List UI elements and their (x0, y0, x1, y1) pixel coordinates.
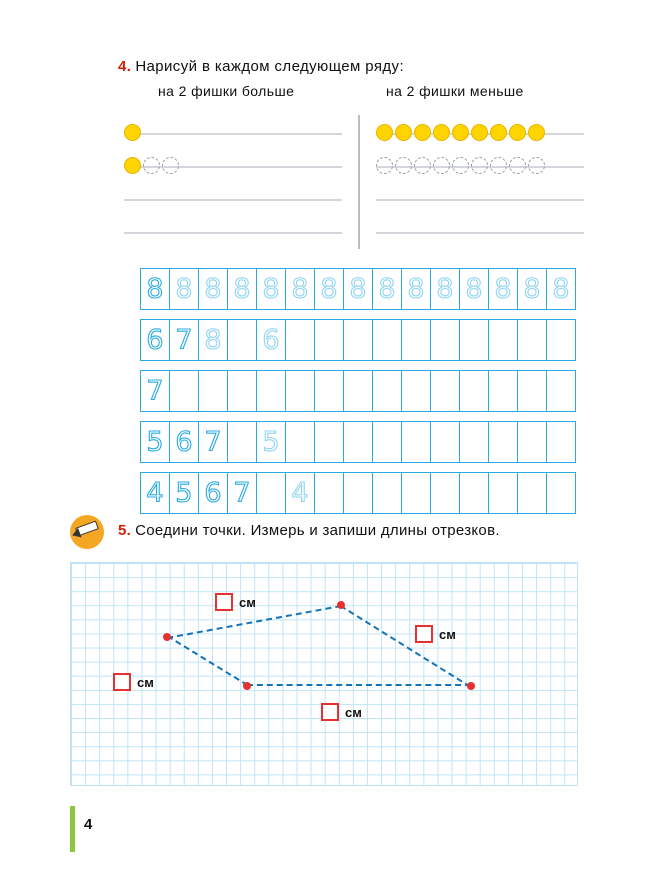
tracing-cell[interactable] (488, 472, 518, 514)
tracing-digit: 8 (204, 324, 222, 356)
tracing-cell[interactable] (227, 472, 257, 514)
tracing-digit: 5 (175, 477, 193, 509)
chip-outline[interactable] (162, 157, 179, 174)
tracing-row[interactable] (140, 421, 590, 463)
chip-filled[interactable] (395, 124, 412, 141)
tracing-digit: 6 (146, 324, 164, 356)
answer-box[interactable] (215, 593, 256, 611)
tracing-cell[interactable] (169, 421, 199, 463)
tracing-cell[interactable] (343, 370, 373, 412)
answer-box[interactable] (415, 625, 456, 643)
digit-tracing-grid[interactable] (140, 268, 590, 523)
answer-input-square[interactable] (321, 703, 339, 721)
tracing-cell[interactable] (256, 319, 286, 361)
answer-input-square[interactable] (415, 625, 433, 643)
tracing-cell[interactable] (459, 370, 489, 412)
unit-label: см (345, 704, 362, 720)
answer-box[interactable] (321, 703, 362, 721)
tracing-row[interactable] (140, 472, 590, 514)
tracing-cell[interactable] (459, 319, 489, 361)
chip-row-line (124, 133, 342, 135)
chip-outline[interactable] (509, 157, 526, 174)
tracing-digit: 8 (320, 273, 338, 305)
tracing-cell[interactable] (488, 370, 518, 412)
vertex-point[interactable] (467, 682, 475, 690)
tracing-cell[interactable] (285, 370, 315, 412)
tracing-cell[interactable] (343, 472, 373, 514)
tracing-cell[interactable] (401, 319, 431, 361)
chip-outline[interactable] (376, 157, 393, 174)
tracing-cell[interactable] (140, 319, 170, 361)
tracing-cell[interactable] (285, 472, 315, 514)
chip-rows-area (118, 112, 588, 252)
tracing-cell[interactable] (314, 370, 344, 412)
tracing-cell[interactable] (546, 319, 576, 361)
tracing-digit: 4 (291, 477, 309, 509)
tracing-digit: 7 (204, 426, 222, 458)
tracing-cell[interactable] (488, 268, 518, 310)
tracing-cell[interactable] (430, 370, 460, 412)
chip-outline[interactable] (528, 157, 545, 174)
task-4-title: Нарисуй в каждом следующем ряду: (135, 58, 405, 75)
tracing-cell[interactable] (372, 421, 402, 463)
tracing-digit: 8 (378, 273, 396, 305)
column-divider (358, 115, 360, 249)
tracing-cell[interactable] (401, 268, 431, 310)
tracing-cell[interactable] (430, 268, 460, 310)
tracing-cell[interactable] (169, 268, 199, 310)
graph-paper[interactable] (70, 562, 578, 786)
chip-filled[interactable] (452, 124, 469, 141)
chip-filled[interactable] (414, 124, 431, 141)
page-number: 4 (84, 816, 93, 833)
chip-filled[interactable] (376, 124, 393, 141)
tracing-cell[interactable] (285, 268, 315, 310)
tracing-cell[interactable] (372, 319, 402, 361)
tracing-cell[interactable] (517, 319, 547, 361)
tracing-row[interactable] (140, 268, 590, 310)
tracing-cell[interactable] (227, 268, 257, 310)
tracing-cell[interactable] (140, 268, 170, 310)
tracing-digit: 6 (204, 477, 222, 509)
tracing-cell[interactable] (140, 421, 170, 463)
tracing-cell[interactable] (198, 472, 228, 514)
answer-input-square[interactable] (113, 673, 131, 691)
tracing-cell[interactable] (227, 370, 257, 412)
tracing-digit: 8 (494, 273, 512, 305)
tracing-cell[interactable] (430, 319, 460, 361)
tracing-digit: 6 (175, 426, 193, 458)
tracing-cell[interactable] (546, 421, 576, 463)
chip-filled[interactable] (124, 157, 141, 174)
tracing-digit: 8 (552, 273, 570, 305)
tracing-row[interactable] (140, 370, 590, 412)
task-4-label-left: на 2 фишки больше (158, 83, 295, 99)
segment (167, 635, 248, 686)
tracing-digit: 8 (233, 273, 251, 305)
chip-outline[interactable] (433, 157, 450, 174)
tracing-digit: 4 (146, 477, 164, 509)
segment (340, 605, 471, 688)
task-5-title: Соедини точки. Измерь и запиши длины отрезков. (135, 522, 500, 539)
tracing-cell[interactable] (459, 421, 489, 463)
tracing-cell[interactable] (314, 421, 344, 463)
chip-outline[interactable] (452, 157, 469, 174)
answer-box[interactable] (113, 673, 154, 691)
tracing-digit: 8 (523, 273, 541, 305)
tracing-row[interactable] (140, 319, 590, 361)
tracing-cell[interactable] (256, 421, 286, 463)
tracing-digit: 8 (146, 273, 164, 305)
tracing-digit: 5 (146, 426, 164, 458)
tracing-digit: 5 (262, 426, 280, 458)
chip-row-line (376, 232, 584, 234)
tracing-cell[interactable] (140, 370, 170, 412)
tracing-cell[interactable] (343, 319, 373, 361)
tracing-cell[interactable] (517, 268, 547, 310)
tracing-cell[interactable] (169, 370, 199, 412)
tracing-cell[interactable] (517, 370, 547, 412)
task-5-heading (118, 522, 500, 539)
tracing-cell[interactable] (343, 421, 373, 463)
tracing-cell[interactable] (256, 472, 286, 514)
task-4 (118, 58, 588, 103)
chip-outline[interactable] (490, 157, 507, 174)
tracing-digit: 8 (204, 273, 222, 305)
chip-filled[interactable] (433, 124, 450, 141)
tracing-cell[interactable] (372, 268, 402, 310)
tracing-cell[interactable] (169, 472, 199, 514)
chip-row-line (124, 199, 342, 201)
tracing-digit: 8 (407, 273, 425, 305)
tracing-cell[interactable] (285, 319, 315, 361)
vertex-point[interactable] (337, 601, 345, 609)
chip-filled[interactable] (528, 124, 545, 141)
vertex-point[interactable] (243, 682, 251, 690)
tracing-cell[interactable] (227, 421, 257, 463)
unit-label: см (439, 626, 456, 642)
chip-outline[interactable] (395, 157, 412, 174)
task-4-number: 4. (118, 58, 132, 75)
answer-input-square[interactable] (215, 593, 233, 611)
task-4-label-right: на 2 фишки меньше (386, 83, 524, 99)
tracing-cell[interactable] (517, 472, 547, 514)
task-4-subheads (118, 83, 588, 103)
tracing-digit: 8 (175, 273, 193, 305)
tracing-cell[interactable] (169, 319, 199, 361)
tracing-cell[interactable] (430, 421, 460, 463)
tracing-digit: 7 (146, 375, 164, 407)
chip-row-line (376, 199, 584, 201)
tracing-cell[interactable] (459, 268, 489, 310)
tracing-cell[interactable] (401, 421, 431, 463)
unit-label: см (137, 674, 154, 690)
tracing-cell[interactable] (227, 319, 257, 361)
tracing-cell[interactable] (488, 421, 518, 463)
tracing-cell[interactable] (401, 472, 431, 514)
tracing-digit: 7 (233, 477, 251, 509)
tracing-digit: 8 (291, 273, 309, 305)
tracing-cell[interactable] (314, 319, 344, 361)
tracing-cell[interactable] (343, 268, 373, 310)
chip-outline[interactable] (471, 157, 488, 174)
chip-filled[interactable] (124, 124, 141, 141)
tracing-cell[interactable] (459, 472, 489, 514)
tracing-cell[interactable] (372, 472, 402, 514)
chip-filled[interactable] (490, 124, 507, 141)
tracing-cell[interactable] (198, 319, 228, 361)
tracing-digit: 8 (465, 273, 483, 305)
vertex-point[interactable] (163, 633, 171, 641)
tracing-cell[interactable] (314, 472, 344, 514)
task-5-number: 5. (118, 522, 132, 539)
unit-label: см (239, 594, 256, 610)
tracing-digit: 8 (436, 273, 454, 305)
chip-filled[interactable] (509, 124, 526, 141)
tracing-cell[interactable] (285, 421, 315, 463)
task-5 (70, 515, 590, 555)
tracing-cell[interactable] (401, 370, 431, 412)
chip-filled[interactable] (471, 124, 488, 141)
tracing-cell[interactable] (198, 268, 228, 310)
pencil-icon (70, 515, 104, 549)
tracing-cell[interactable] (198, 421, 228, 463)
segment (247, 684, 471, 686)
tracing-digit: 8 (262, 273, 280, 305)
tracing-digit: 7 (175, 324, 193, 356)
chip-outline[interactable] (143, 157, 160, 174)
tracing-cell[interactable] (517, 421, 547, 463)
tracing-cell[interactable] (198, 370, 228, 412)
tracing-cell[interactable] (314, 268, 344, 310)
tracing-cell[interactable] (546, 472, 576, 514)
tracing-cell[interactable] (256, 370, 286, 412)
footer-accent-bar (70, 806, 75, 852)
tracing-cell[interactable] (256, 268, 286, 310)
chip-outline[interactable] (414, 157, 431, 174)
task-4-heading (118, 58, 588, 75)
tracing-cell[interactable] (430, 472, 460, 514)
tracing-digit: 6 (262, 324, 280, 356)
tracing-cell[interactable] (546, 268, 576, 310)
tracing-digit: 8 (349, 273, 367, 305)
tracing-cell[interactable] (372, 370, 402, 412)
chip-row-line (124, 232, 342, 234)
tracing-cell[interactable] (546, 370, 576, 412)
tracing-cell[interactable] (488, 319, 518, 361)
tracing-cell[interactable] (140, 472, 170, 514)
